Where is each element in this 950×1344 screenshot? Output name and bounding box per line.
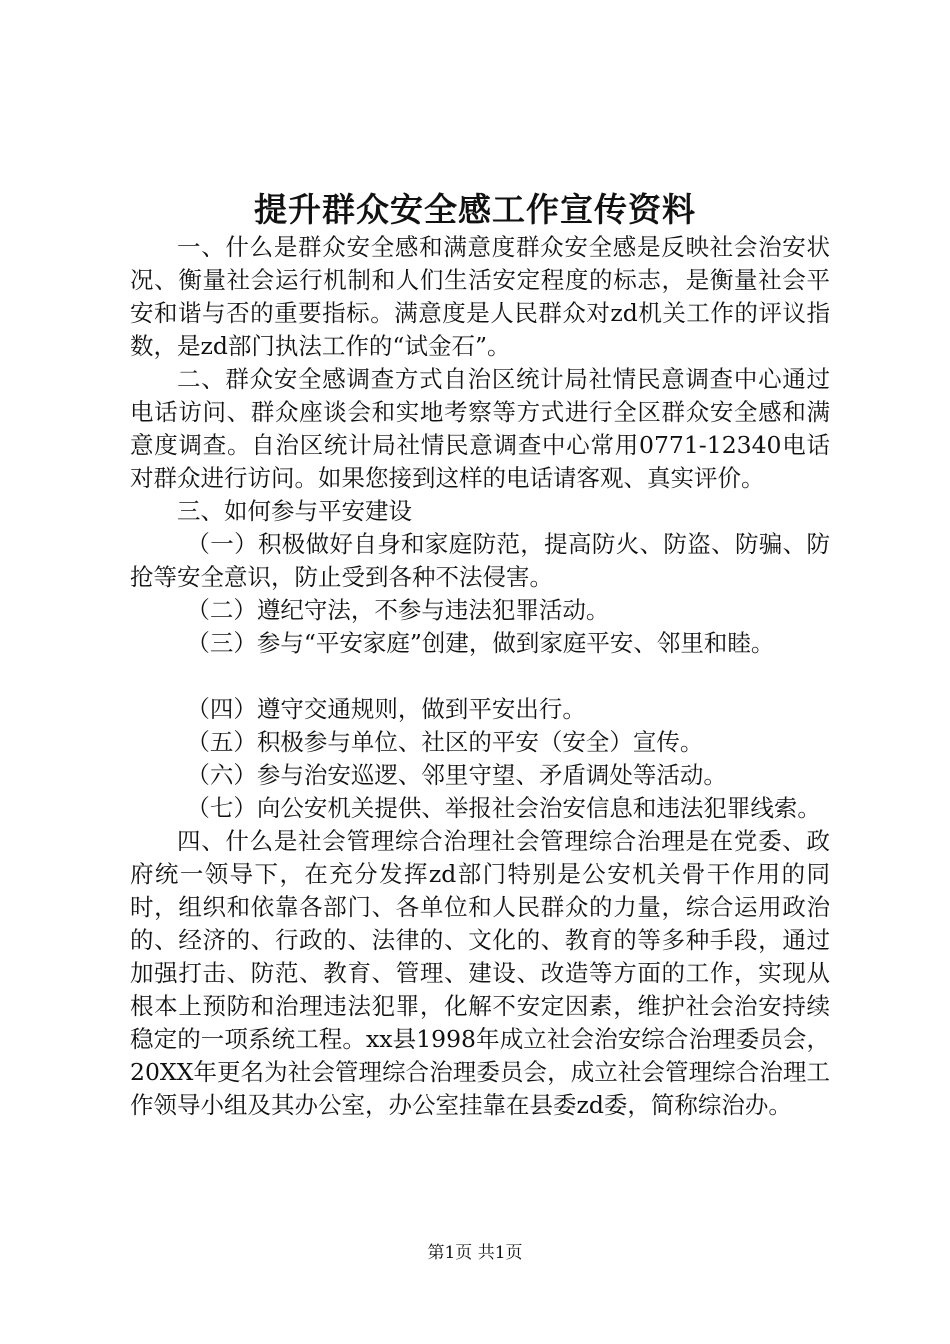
list-item-5: （五）积极参与单位、社区的平安（安全）宣传。 — [186, 728, 704, 756]
list-item-3: （三）参与“平安家庭”创建，做到家庭平安、邻里和睦。 — [186, 629, 775, 657]
section-3-heading: 三、如何参与平安建设 — [177, 497, 412, 525]
document-body — [130, 231, 830, 1122]
page-footer: 第1页 共1页 — [427, 1243, 523, 1263]
list-item-1: （一）积极做好自身和家庭防范，提高防火、防盗、防骗、防抢等安全意识，防止受到各种不法侵害。 — [130, 530, 830, 591]
document-title: 提升群众安全感工作宣传资料 — [254, 190, 696, 229]
list-item-2: （二）遵纪守法，不参与违法犯罪活动。 — [186, 596, 610, 624]
section-2-paragraph: 二、群众安全感调查方式自治区统计局社情民意调查中心通过电话访问、群众座谈会和实地考察等方式进行全区群众安全感和满意度调查。自治区统计局社情民意调查中心常用0771-12340电话对群众进行访问。如果您接到这样的电话请客观、真实评价。 — [130, 365, 830, 492]
list-item-6: （六）参与治安巡逻、邻里守望、矛盾调处等活动。 — [186, 761, 727, 789]
section-4-paragraph: 四、什么是社会管理综合治理社会管理综合治理是在党委、政府统一领导下，在充分发挥zd部门特别是公安机关骨干作用的同时，组织和依靠各部门、各单位和人民群众的力量，综合运用政治的、经济的、行政的、法律的、文化的、教育的等多种手段，通过加强打击、防范、教育、管理、建设、改造等方面的工作，实现从根本上预防和治理违法犯罪，化解不安定因素，维护社会治安持续稳定的一项系统工程。xx县1998年成立社会治安综合治理委员会，20XX年更名为社会管理综合治理委员会，成立社会管理综合治理工作领导小组及其办公室，办公室挂靠在县委zd委，简称综治办。 — [130, 827, 830, 1119]
list-item-7: （七）向公安机关提供、举报社会治安信息和违法犯罪线索。 — [186, 794, 821, 822]
list-item-4: （四）遵守交通规则，做到平安出行。 — [186, 695, 586, 723]
section-1-paragraph: 一、什么是群众安全感和满意度群众安全感是反映社会治安状况、衡量社会运行机制和人们生活安定程度的标志，是衡量社会平安和谐与否的重要指标。满意度是人民群众对zd机关工作的评议指数，是zd部门执法工作的“试金石”。 — [130, 233, 830, 360]
